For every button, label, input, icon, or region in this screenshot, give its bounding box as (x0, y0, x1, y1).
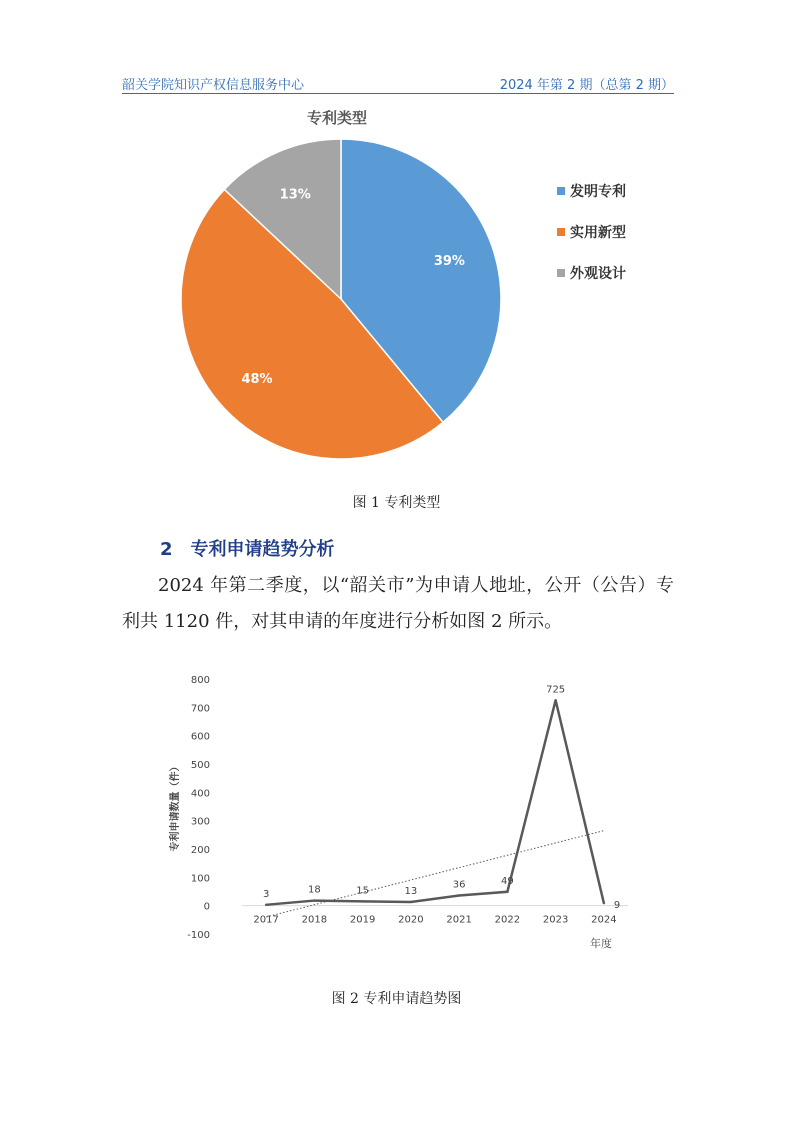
data-point-7 (554, 699, 556, 701)
data-point-4 (410, 901, 412, 903)
pie-slice-label-2: 48% (241, 371, 273, 387)
y-tick-label-4: 200 (190, 845, 210, 856)
legend-swatch-3 (557, 269, 565, 277)
pie-slice-label-1: 39% (433, 253, 465, 269)
legend-swatch-1 (557, 187, 565, 195)
data-label-5: 36 (452, 879, 466, 891)
legend-label-3: 外观设计 (570, 266, 626, 282)
y-tick-label-7: 500 (190, 760, 210, 771)
data-point-2 (313, 899, 315, 901)
data-point-6 (506, 891, 508, 893)
x-tick-label-5: 2021 (446, 914, 472, 926)
legend-swatch-2 (557, 228, 565, 236)
trend-line (266, 831, 604, 917)
legend-label-2: 实用新型 (570, 225, 626, 241)
y-tick-label-10: 800 (190, 675, 210, 686)
data-point-3 (361, 900, 363, 902)
data-point-8 (603, 902, 605, 904)
patent-type-pie-chart (150, 100, 670, 480)
x-tick-label-8: 2024 (591, 914, 617, 926)
y-tick-label-2: 0 (203, 901, 210, 913)
figure1-caption: 图 1 专利类型 (352, 495, 441, 511)
legend-label-1: 发明专利 (570, 184, 626, 200)
y-tick-label-5: 300 (190, 816, 210, 828)
y-tick-label-8: 600 (190, 731, 210, 743)
x-tick-label-1: 2017 (253, 914, 279, 926)
data-point-5 (458, 894, 460, 896)
x-tick-label-6: 2022 (494, 914, 521, 926)
data-label-3: 15 (356, 885, 369, 897)
x-tick-label-2: 2018 (301, 914, 328, 926)
data-label-2: 18 (308, 884, 321, 896)
series-line (266, 700, 604, 905)
header-organization: 韶关学院知识产权信息服务中心 (122, 78, 305, 93)
data-point-1 (265, 904, 267, 906)
data-label-4: 13 (404, 885, 418, 897)
y-tick-label-3: 100 (190, 873, 210, 885)
pie-svg (150, 100, 670, 480)
data-label-7: 725 (546, 684, 566, 696)
y-axis-title: 专利申请数量（件） (170, 761, 181, 852)
section-heading (160, 535, 335, 561)
application-trend-line-chart (160, 665, 650, 965)
section-paragraph: 2024 年第二季度，以“韶关市”为申请人地址，公开（公告）专利共 1120 件，对其申请的年度进行分析如图 2 所示。 (122, 575, 674, 632)
pie-slice-label-3: 13% (279, 187, 311, 203)
figure2-caption: 图 2 专利申请趋势图 (331, 991, 462, 1007)
x-tick-label-3: 2019 (349, 914, 376, 926)
section-number: 2 (160, 539, 173, 560)
page-header (122, 74, 674, 96)
y-tick-label-1: -100 (187, 930, 210, 941)
pie-title: 专利类型 (306, 109, 368, 127)
x-tick-label-7: 2023 (542, 914, 569, 926)
header-issue: 2024 年第 2 期（总第 2 期） (499, 78, 674, 93)
x-axis-title: 年度 (590, 937, 612, 950)
section-title: 专利申请趋势分析 (190, 539, 335, 560)
data-label-1: 3 (262, 888, 270, 900)
header-rule (122, 93, 674, 94)
y-tick-label-9: 700 (190, 703, 210, 715)
data-label-8: 9 (613, 900, 621, 912)
line-svg (160, 665, 650, 965)
x-tick-label-4: 2020 (398, 914, 424, 926)
data-label-6: 49 (501, 875, 514, 887)
y-tick-label-6: 400 (190, 788, 210, 800)
